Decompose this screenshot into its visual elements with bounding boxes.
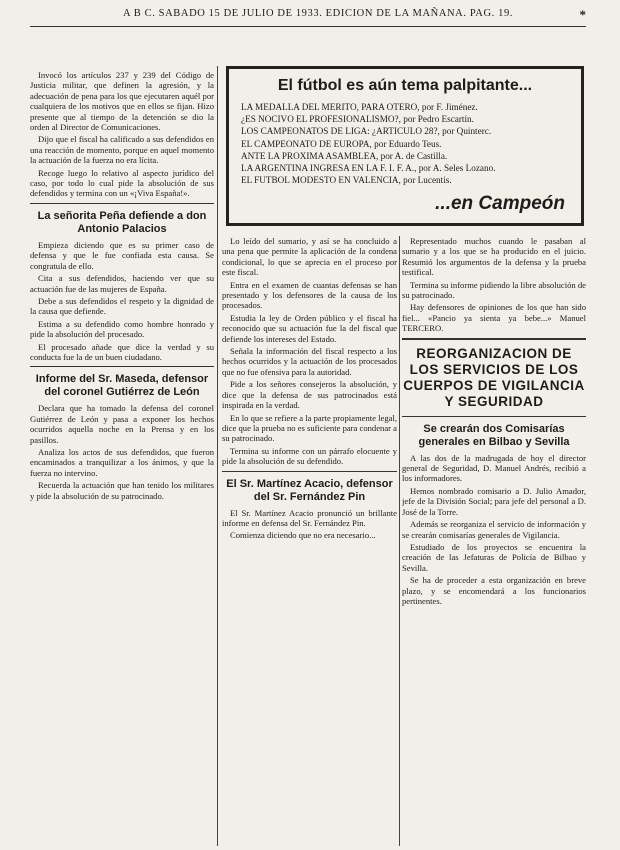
paragraph: Termina su informe pidiendo la libre absolución de su patrocinado.: [402, 279, 586, 301]
header-line: A B C. SABADO 15 DE JULIO DE 1933. EDICION DE LA MAÑANA. PAG. 19.: [122, 8, 514, 19]
paragraph: Hay defensores de opiniones de los que han sido fiel... «Pancio ya sienta ya bebe...» Manuel TERCERO.: [402, 302, 586, 334]
paragraph: Hemos nombrado comisario a D. Julio Amador, jefe de la División Social; para jefe del personal a D. José de la Torre.: [402, 485, 586, 517]
paragraph: Estudiado de los proyectos se encuentra la creación de las Jefaturas de Policía de Bilbao y Sevilla.: [402, 541, 586, 573]
section-heading: El Sr. Martínez Acacio, defensor del Sr. Fernández Pin: [226, 477, 393, 503]
section-rule: [402, 338, 586, 340]
section-rule: [30, 203, 214, 204]
paragraph: Lo leído del sumario, y así se ha concluido a una pena que permite la aplicación de la condena condicional, lo que se aprecia en el proceso por este fiscal.: [222, 236, 397, 278]
paragraph: Se ha de proceder a esta organización en breve plazo, y se encomendará a los funcionarios pertinentes.: [402, 575, 586, 606]
paragraph: Termina su informe con un párrafo elocuente y pide la absolución de su defendido.: [222, 445, 397, 467]
section-headline: REORGANIZACION DE LOS SERVICIOS DE LOS CUERPOS DE VIGILANCIA Y SEGURIDAD: [403, 345, 585, 409]
column-1: [30, 70, 214, 846]
ad-line: LA ARGENTINA INGRESA EN LA F. I. F. A., por A. Seles Lozano.: [241, 163, 496, 174]
paragraph: El procesado añade que dice la verdad y su conducta fue la de un buen ciudadano.: [30, 341, 214, 362]
section-heading: Se crearán dos Comisarías generales en Bilbao y Sevilla: [418, 422, 570, 448]
section-rule: [402, 416, 586, 417]
paragraph: Dijo que el fiscal ha calificado a sus defendidos en una reacción de momento, porque en aquel momento la actuación de la fuerza no era lícita.: [30, 134, 214, 166]
paragraph: Empieza diciendo que es su primer caso de defensa y que le fue confiada esta causa. Se congratula de ello.: [30, 239, 214, 271]
column-divider: [399, 236, 400, 846]
paragraph: Recuerda la actuación que han tenido los militares y pide la absolución de su patrocinado.: [30, 480, 214, 501]
ad-title: El fútbol es aún tema palpitante...: [277, 77, 533, 94]
paragraph: Debe a sus defendidos el respeto y la dignidad de la causa que defiende.: [30, 295, 214, 317]
page-header: [58, 8, 578, 24]
header-rule: [30, 26, 586, 27]
ad-box: [226, 66, 584, 226]
paragraph: En lo que se refiere a la parte propiamente legal, dice que la prueba no es suficiente para condenar a su patrocinado.: [222, 412, 397, 444]
paragraph: Pide a los señores consejeros la absolución, y dice que la defensa de sus patrocinados está inspirada en la verdad.: [222, 379, 397, 411]
ad-line: ANTE LA PROXIMA ASAMBLEA, por A. de Castilla.: [241, 150, 448, 161]
section-heading: La señorita Peña defiende a don Antonio Palacios: [37, 209, 207, 235]
ad-brand: ...en Campeón: [435, 193, 565, 214]
ad-line: EL CAMPEONATO DE EUROPA, por Eduardo Teus.: [241, 138, 442, 149]
column-divider: [217, 66, 218, 846]
paragraph: Señala la información del fiscal respecto a los hechos ocurridos y la actuación de los procesados que no fue ofensiva para la autoridad.: [222, 346, 397, 377]
section-heading: Informe del Sr. Maseda, defensor del coronel Gutiérrez de León: [35, 373, 209, 399]
page-mark: *: [579, 7, 586, 22]
paragraph: Invocó los artículos 237 y 239 del Código de Justicia militar, que definen la agresión, y la adecuación de pena para los que ejecutaren aquél por cualquiera de los motivos que en ellos se fijan. Hizo presente que al tiempo de la detención se dio la orden al Director de Comunicaciones.: [30, 70, 214, 133]
paragraph: A las dos de la madrugada de hoy el director general de Seguridad, D. Manuel Andrés, recibió a los informadores.: [402, 452, 586, 484]
ad-line: ¿ES NOCIVO EL PROFESIONALISMO?, por Pedro Escartín.: [241, 114, 474, 125]
column-2: [222, 236, 397, 846]
paragraph: Estudia la ley de Orden público y el fiscal ha reconocido que su actuación fue la del fiscal que defiende los intereses del Estado.: [222, 312, 397, 344]
paragraph: El Sr. Martínez Acacio pronunció un brillante informe en defensa del Sr. Fernández Pin.: [222, 507, 397, 528]
paragraph: Declara que ha tomado la defensa del coronel Gutiérrez de León y pasa a exponer los hechos ocurridos aquella noche en la Prensa y en los pasillos.: [30, 403, 214, 445]
paragraph: Estima a su defendido como hombre honrado y pide la absolución del procesado.: [30, 318, 214, 340]
paragraph: Recoge luego lo relativo al aspecto jurídico del caso, por todo lo cual pide la absolución de sus defendidos y termina con un «¡Viva España!».: [30, 167, 214, 199]
paragraph: Entra en el examen de cuantas defensas se han presentado y los defensores de la causa de los procesados.: [222, 279, 397, 311]
paragraph: Cita a sus defendidos, haciendo ver que su actuación fue de las mujeres de España.: [30, 273, 214, 294]
section-rule: [222, 471, 397, 472]
ad-line: EL FUTBOL MODESTO EN VALENCIA, por Lucentis.: [241, 175, 452, 186]
ad-line: LOS CAMPEONATOS DE LIGA: ¿ARTICULO 28?, por Quinterc.: [241, 126, 492, 137]
column-3: [402, 236, 586, 846]
paragraph: Representado muchos cuando le pasaban al sumario y a los que se ha producido en el juicio. Resumió los argumentos de la defensa y la prueba testifical.: [402, 236, 586, 278]
ad-line: LA MEDALLA DEL MERITO, PARA OTERO, por F. Jiménez.: [241, 102, 478, 112]
paragraph: Analiza los actos de sus defendidos, que fueron encaminados a tranquilizar a los ánimos, y que la fuerza no intervino.: [30, 446, 214, 478]
paragraph: Comienza diciendo que no era necesario...: [230, 530, 376, 541]
paragraph: Además se reorganiza el servicio de información y se crearán comisarías generales de Vigilancia.: [402, 519, 586, 540]
section-rule: [30, 366, 214, 367]
